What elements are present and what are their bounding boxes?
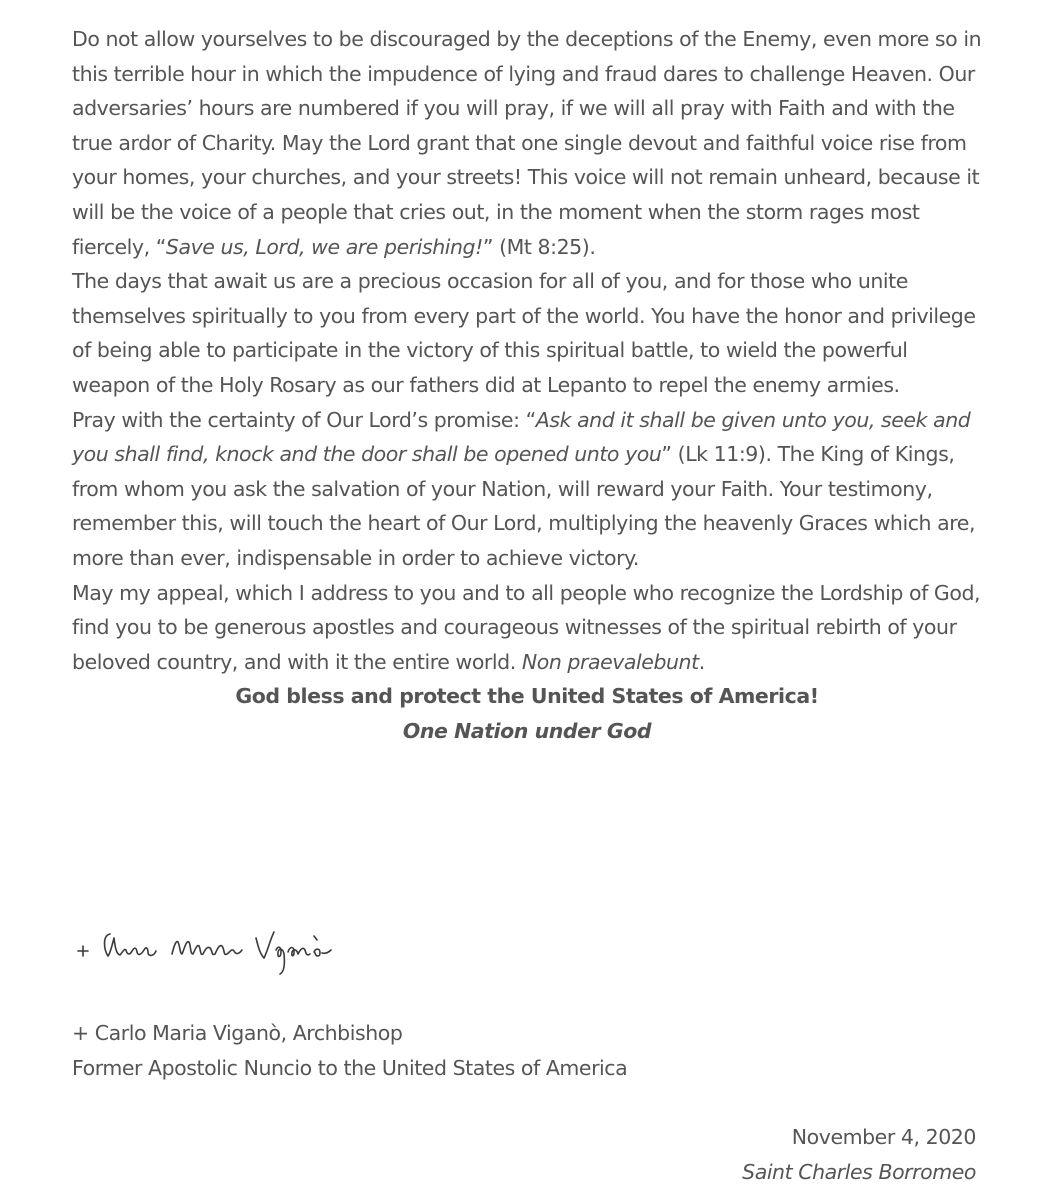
paragraph-3-text: Pray with the certainty of Our Lord’s promise: “ <box>72 407 536 432</box>
paragraph-4 <box>72 576 982 680</box>
paragraph-4-end: . <box>698 649 705 674</box>
motto-line: One Nation under God <box>402 719 652 744</box>
handwritten-signature <box>74 924 454 980</box>
paragraph-3-quote: Ask and it shall be given unto you, seek and you shall find, knock and the door shall be opened unto you <box>72 407 971 467</box>
letter-body <box>72 22 982 749</box>
feast-day: Saint Charles Borromeo <box>742 1160 976 1184</box>
date-block <box>742 1120 976 1190</box>
paragraph-2: The days that await us are a precious occasion for all of you, and for those who unite themselves spiritually to you from every part of the world. You have the honor and privilege of being able to participate in the victory of this spiritual battle, to wield the powerful weapon of the Holy Rosary as our fathers did at Lepanto to repel the enemy armies. <box>72 269 976 397</box>
paragraph-4-latin: Non praevalebunt <box>521 649 699 674</box>
signatory-name: + Carlo Maria Viganò, Archbishop <box>72 1021 403 1045</box>
paragraph-1-citation: ” (Mt 8:25). <box>482 234 596 259</box>
paragraph-4-text: May my appeal, which I address to you and to all people who recognize the Lordship of God, find you to be generous apostles and courageous witnesses of the spiritual rebirth of your beloved country, and with it the entire world. <box>72 580 981 674</box>
blessing <box>72 679 982 749</box>
paragraph-3-rest: ” (Lk 11:9). The King of Kings, from whom you ask the salvation of your Nation, will reward your Faith. Your testimony, remember this, will touch the heart of Our Lord, multiplying the heavenly Graces which are, more than ever, indispensable in order to achieve victory. <box>72 442 976 570</box>
paragraph-3 <box>72 403 982 576</box>
paragraph-1-text: Do not allow yourselves to be discouraged by the deceptions of the Enemy, even more so in this terrible hour in which the impudence of lying and fraud dares to challenge Heaven. Our adversaries’ hours are numbered if you will pray, if we will all pray with Faith and with the true ardor of Charity. May the Lord grant that one single devout and faithful voice rise from your homes, your churches, and your streets! This voice will not remain unheard, because it will be the voice of a people that cries out, in the moment when the storm rages most fiercely, “ <box>72 27 982 259</box>
signatory-title: Former Apostolic Nuncio to the United States of America <box>72 1056 628 1080</box>
letter-date: November 4, 2020 <box>791 1125 976 1149</box>
signatory-block <box>72 1016 627 1086</box>
paragraph-1-quote: Save us, Lord, we are perishing! <box>165 234 483 259</box>
blessing-line: God bless and protect the United States of America! <box>235 684 819 709</box>
paragraph-1 <box>72 22 982 264</box>
